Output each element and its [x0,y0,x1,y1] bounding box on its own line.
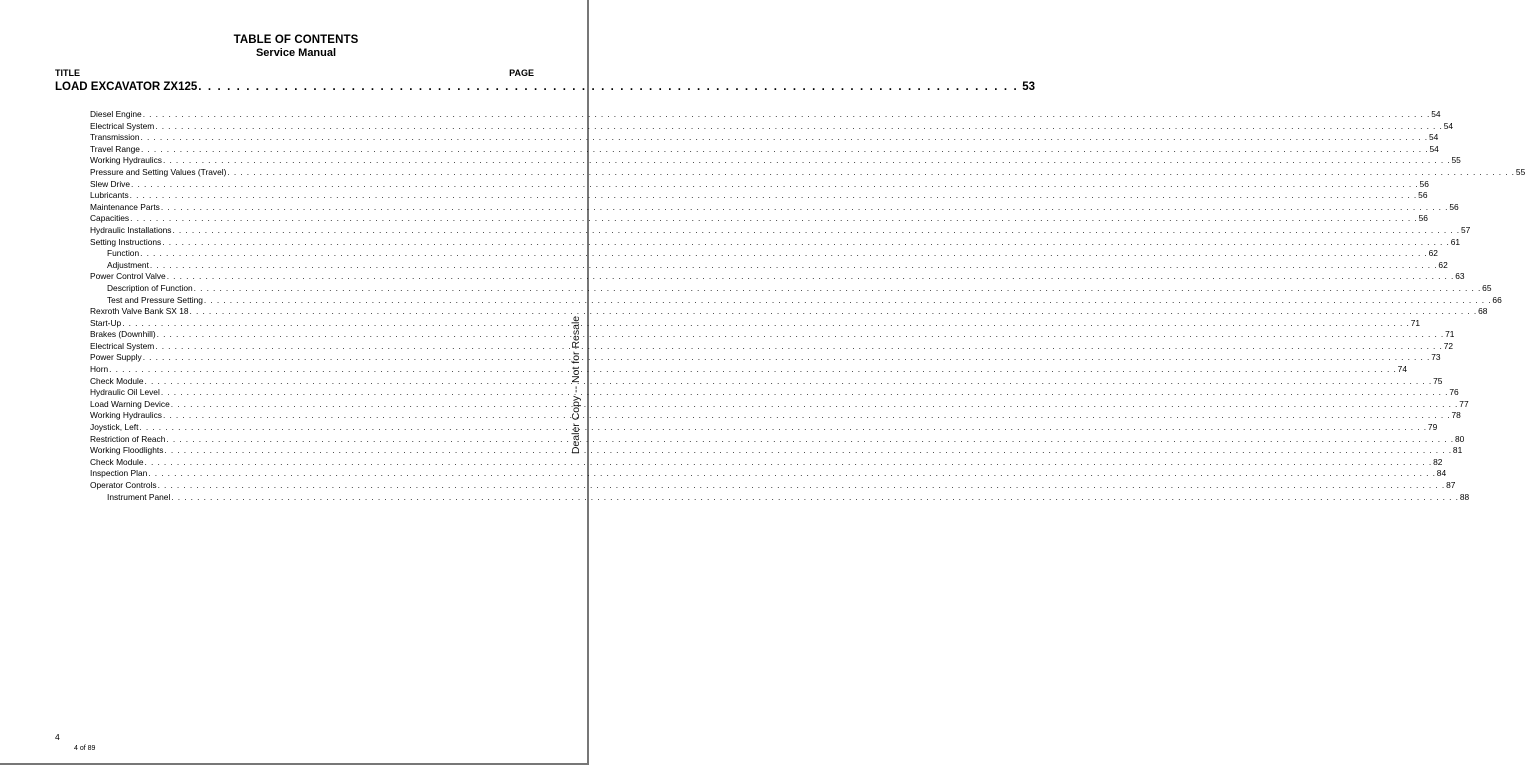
toc-leader-dots: . . . . . . . . . . . . . . . . . . . . . . . . . . . . . . . . . . . . . . . . . . . . . . . . . . . . . . . . . . . . . . . . . . . . . . . . . . . . . . . . . . . . . . . . . . . . . . . . . . . . . . . . . . . . . . . . . . . . . . . . . . . . . . . . . . . . . . . . . . . . . . . . . . . . . . . . . . . . . . . . . . . . . . . . . . . . . . . . . . . . . . . . . . . . . . . . . . . . . . . . [160,387,1449,398]
toc-entry-page: 55 [1451,155,1461,166]
toc-leader-dots: . . . . . . . . . . . . . . . . . . . . . . . . . . . . . . . . . . . . . . . . . . . . . . . . . . . . . . . . . . . . . . . . . . . . . . . . . . . . . . . . . . . . . . . . . . . . . . . . . . . . . . . . . . . . . . . . . . . . . . . . . . . . . . . . . . . . . . . . . . . . . . . . . . . . . . . . . . . . . . . . . . . . . . . . . . . . . . . . . . . . . . . . . . . . . . . . . . . . . . . . [155,120,1443,131]
toc-entry-label: Power Control Valve [90,271,166,282]
toc-entry[interactable] [90,352,1441,364]
toc-leader-dots: . . . . . . . . . . . . . . . . . . . . . . . . . . . . . . . . . . . . . . . . . . . . . . . . . . . . . . . . . . . . . . . . . . . . . . . . . . . . . . . . . . . . . . . . . . . . . . . . . . . . . . . . . . . . . . . . . . . . . . . . . . . . . . . . . . . . . . . . . . . . . . . . . . . . . . . . . . . . . . . . . . . . . . . . . . . . . . . . . . . . . . . . . . . . . . . . . . . . . . . . [163,410,1451,421]
toc-entry-label: Check Module [90,375,144,386]
toc-entry[interactable] [90,224,1471,237]
toc-entry[interactable] [90,109,1441,121]
toc-leader-dots: . . . . . . . . . . . . . . . . . . . . . . . . . . . . . . . . . . . . . . . . . . . . . . . . . . . . . . . . . . . . . . . . . . . . . . . . . . . . . . . . . . . . . . . . . . . . . . . . . . . . . . . . . . . . . . . . . . . . . . . . . . . . . . . . . . . . . . . . . . . . . . . . . . . . . . . . . . . . . . . . . . . . . . . . . . . . . . . . . . . . . . . . . . . . . . . . . . . . . . . . [144,375,1433,386]
toc-entry[interactable] [90,340,1454,353]
toc-entry-page: 54 [1431,109,1441,119]
toc-entry-page: 78 [1451,410,1461,421]
toc-leader-dots: . . . . . . . . . . . . . . . . . . . . . . . . . . . . . . . . . . . . . . . . . . . . . . . . . . . . . . . . . . . . . . . . . . . . . . . . . . . . . . . . . . . . . . . . . . . . . . . . . . . . . . . . . . . . . . . . . . . . . . . . . . . . . . . . . . . . . . . . . . . . . . . . . . . . . . . . . . . . . . . . . . . . . . . . . . . . . . . . . . . . . . . . . . . . . . . . . . . . . . . . [170,398,1459,409]
toc-entry-page: 73 [1431,352,1441,363]
toc-entry[interactable] [90,410,1461,422]
toc-leader-dots: . . . . . . . . . . . . . . . . . . . . . . . . . . . . . . . . . . . . . . . . . . . . . . . . . . . . . . . . . . . . . . . . . . . . . . . . . . . . . . . . . . . . . . . . . . . . . . . . . . . . . . . . . . . . . . . . . . . . . . . . . . . . . . . . . . . . . . . . . . . . . . . . . . . . . . . . . . . . . . . . . . . . . . . . . . . . . . . . . . . . . . . . . . . . . . . . . . . . . . . . [166,271,1455,282]
toc-entry-page: 63 [1455,271,1465,282]
toc-entry-label: Hydraulic Oil Level [90,387,160,398]
toc-entry-page: 55 [1515,166,1525,177]
toc-entry-label: Operator Controls [90,480,157,490]
section-leader-dots: . . . . . . . . . . . . . . . . . . . . . . . . . . . . . . . . . . . . . . . . . . . . . . . . . . . . . . . . . . . . . . . . . . . . . . . . . . . . . . . . . . . . . . [198,81,1019,93]
toc-leader-dots: . . . . . . . . . . . . . . . . . . . . . . . . . . . . . . . . . . . . . . . . . . . . . . . . . . . . . . . . . . . . . . . . . . . . . . . . . . . . . . . . . . . . . . . . . . . . . . . . . . . . . . . . . . . . . . . . . . . . . . . . . . . . . . . . . . . . . . . . . . . . . . . . . . . . . . . . . . . . . . . . . . . . . . . . . . . . . . . . . . . . . . . . . . . . . . . . . . . . . . . . [172,224,1460,235]
toc-entry-page: 77 [1459,398,1469,409]
toc-entry-label: Rexroth Valve Bank SX 18 [90,306,189,317]
toc-entry-page: 54 [1443,120,1454,131]
toc-entry[interactable] [90,456,1443,469]
toc-entry[interactable] [90,236,1461,249]
toc-leader-dots: . . . . . . . . . . . . . . . . . . . . . . . . . . . . . . . . . . . . . . . . . . . . . . . . . . . . . . . . . . . . . . . . . . . . . . . . . . . . . . . . . . . . . . . . . . . . . . . . . . . . . . . . . . . . . . . . . . . . . . . . . . . . . . . . . . . . . . . . . . . . . . . . . . . . . . . . . . . . . . . . . . . . . . . . . . . . . . . . . . . . . . . . . . . . . . . . . . . . . . . . [157,480,1446,490]
toc-entry-page: 54 [1429,132,1439,143]
toc-entry-label: Load Warning Device [90,398,170,409]
toc-entry[interactable] [90,294,1502,307]
toc-leader-dots: . . . . . . . . . . . . . . . . . . . . . . . . . . . . . . . . . . . . . . . . . . . . . . . . . . . . . . . . . . . . . . . . . . . . . . . . . . . . . . . . . . . . . . . . . . . . . . . . . . . . . . . . . . . . . . . . . . . . . . . . . . . . . . . . . . . . . . . . . . . . . . . . . . . . . . . . . . . . . . . . . . . . . . . . . . . . . . . . . . . . . . . . . . . . . . . . . . . . . . . . [193,282,1482,293]
toc-entry[interactable] [90,132,1439,144]
toc-entry-page: 65 [1482,282,1492,293]
toc-entry-label: Start-Up [90,317,122,328]
toc-entry-label: Restriction of Reach [90,433,166,444]
toc-entry-page: 66 [1492,294,1502,305]
document-subtitle: Service Manual [255,47,337,59]
toc-entry-label: Transmission [90,132,140,143]
section-page-number: 53 [1022,81,1036,93]
toc-entry[interactable] [90,155,1461,167]
toc-entry-page: 76 [1449,387,1459,398]
page-column-header: PAGE [509,68,534,78]
toc-entry[interactable] [90,143,1439,156]
toc-leader-dots: . . . . . . . . . . . . . . . . . . . . . . . . . . . . . . . . . . . . . . . . . . . . . . . . . . . . . . . . . . . . . . . . . . . . . . . . . . . . . . . . . . . . . . . . . . . . . . . . . . . . . . . . . . . . . . . . . . . . . . . . . . . . . . . . . . . . . . . . . . . . . . . . . . . . . . . . . . . . . . . . . . . . . . . . . . . . . . . . . . . . . . . . . . . . . . . . . . . . . . . . [166,433,1454,444]
toc-entry-page: 74 [1397,364,1407,375]
toc-entry-label: Brakes (Downhill) [90,329,156,340]
toc-leader-dots: . . . . . . . . . . . . . . . . . . . . . . . . . . . . . . . . . . . . . . . . . . . . . . . . . . . . . . . . . . . . . . . . . . . . . . . . . . . . . . . . . . . . . . . . . . . . . . . . . . . . . . . . . . . . . . . . . . . . . . . . . . . . . . . . . . . . . . . . . . . . . . . . . . . . . . . . . . . . . . . . . . . . . . . . . . . . . . . . . . . . . . . . . . . . . . . . . . . . . . . . [140,132,1429,143]
toc-entry-page: 56 [1418,190,1428,201]
toc-entry[interactable] [90,201,1459,214]
toc-entry-page: 56 [1418,213,1428,224]
toc-entry-page: 79 [1427,422,1438,433]
toc-leader-dots: . . . . . . . . . . . . . . . . . . . . . . . . . . . . . . . . . . . . . . . . . . . . . . . . . . . . . . . . . . . . . . . . . . . . . . . . . . . . . . . . . . . . . . . . . . . . . . . . . . . . . . . . . . . . . . . . . . . . . . . . . . . . . . . . . . . . . . . . . . . . . . . . . . . . . . . . . . . . . . . . . . . . . . . . . . . . . . . . . . . . . . . . . . . . . . . . . . . . . . . . [130,213,1418,224]
toc-entry[interactable] [90,445,1463,457]
toc-entry-page: 62 [1438,259,1448,270]
toc-entry[interactable] [90,480,1456,492]
toc-entry[interactable] [90,213,1428,225]
toc-leader-dots: . . . . . . . . . . . . . . . . . . . . . . . . . . . . . . . . . . . . . . . . . . . . . . . . . . . . . . . . . . . . . . . . . . . . . . . . . . . . . . . . . . . . . . . . . . . . . . . . . . . . . . . . . . . . . . . . . . . . . . . . . . . . . . . . . . . . . . . . . . . . . . . . . . . . . . . . . . . . . . . . . . . . . . . . . . . . . . . . . . . . . . . . . . . . . . . . . . . . . . . . [156,329,1445,340]
toc-entry-label: Pressure and Setting Values (Travel) [90,166,227,177]
toc-entry-label: Working Floodlights [90,445,164,456]
toc-entry-page: 88 [1459,491,1470,502]
toc-entry-page: 68 [1478,306,1488,317]
toc-entry[interactable] [90,190,1428,202]
toc-entry[interactable] [90,248,1438,260]
toc-leader-dots: . . . . . . . . . . . . . . . . . . . . . . . . . . . . . . . . . . . . . . . . . . . . . . . . . . . . . . . . . . . . . . . . . . . . . . . . . . . . . . . . . . . . . . . . . . . . . . . . . . . . . . . . . . . . . . . . . . . . . . . . . . . . . . . . . . . . . . . . . . . . . . . . . . . . . . . . . . . . . . . . . . . . . . . . . . . . . . . . . . . . . . . . . . . . . . . . . . . . . . . . [227,166,1515,177]
toc-entry-page: 61 [1450,236,1461,247]
toc-entry-label: Adjustment [107,259,149,270]
toc-leader-dots: . . . . . . . . . . . . . . . . . . . . . . . . . . . . . . . . . . . . . . . . . . . . . . . . . . . . . . . . . . . . . . . . . . . . . . . . . . . . . . . . . . . . . . . . . . . . . . . . . . . . . . . . . . . . . . . . . . . . . . . . . . . . . . . . . . . . . . . . . . . . . . . . . . . . . . . . . . . . . . . . . . . . . . . . . . . . . . . . . . . . . . . . . . . . . . . . . . . . . . . . [155,340,1443,351]
toc-entry-label: Setting Instructions [90,236,162,247]
toc-entry-label: Lubricants [90,190,129,201]
toc-leader-dots: . . . . . . . . . . . . . . . . . . . . . . . . . . . . . . . . . . . . . . . . . . . . . . . . . . . . . . . . . . . . . . . . . . . . . . . . . . . . . . . . . . . . . . . . . . . . . . . . . . . . . . . . . . . . . . . . . . . . . . . . . . . . . . . . . . . . . . . . . . . . . . . . . . . . . . . . . . . . . . . . . . . . . . . . . . . . . . . . . . . . . . . . . . . . . . . . . . . . . . . . [144,456,1433,467]
toc-leader-dots: . . . . . . . . . . . . . . . . . . . . . . . . . . . . . . . . . . . . . . . . . . . . . . . . . . . . . . . . . . . . . . . . . . . . . . . . . . . . . . . . . . . . . . . . . . . . . . . . . . . . . . . . . . . . . . . . . . . . . . . . . . . . . . . . . . . . . . . . . . . . . . . . . . . . . . . . . . . . . . . . . . . . . . . . . . . . . . . . . . . . . . . . . . . . . . . . . . . . . . . . [160,201,1449,212]
toc-entry[interactable] [90,398,1469,411]
toc-entry[interactable] [90,317,1421,330]
toc-entry-page: 72 [1443,340,1454,351]
toc-entry-label: Slew Drive [90,178,131,189]
toc-entry-label: Joystick, Left [90,422,139,433]
toc-entry-label: Electrical System [90,340,155,351]
title-column-header: TITLE [55,68,80,78]
toc-entry-label: Test and Pressure Setting [107,294,203,305]
toc-leader-dots: . . . . . . . . . . . . . . . . . . . . . . . . . . . . . . . . . . . . . . . . . . . . . . . . . . . . . . . . . . . . . . . . . . . . . . . . . . . . . . . . . . . . . . . . . . . . . . . . . . . . . . . . . . . . . . . . . . . . . . . . . . . . . . . . . . . . . . . . . . . . . . . . . . . . . . . . . . . . . . . . . . . . . . . . . . . . . . . . . . . . . . . . . . . . . . . . . . . . . . . . [203,294,1492,305]
document-title: TABLE OF CONTENTS [233,34,359,46]
toc-entry[interactable] [90,120,1454,133]
toc-entry-page: 57 [1460,224,1471,235]
toc-entry-page: 81 [1452,445,1463,456]
section-heading-row[interactable] [55,81,1036,93]
toc-entry[interactable] [90,364,1407,376]
toc-leader-dots: . . . . . . . . . . . . . . . . . . . . . . . . . . . . . . . . . . . . . . . . . . . . . . . . . . . . . . . . . . . . . . . . . . . . . . . . . . . . . . . . . . . . . . . . . . . . . . . . . . . . . . . . . . . . . . . . . . . . . . . . . . . . . . . . . . . . . . . . . . . . . . . . . . . . . . . . . . . . . . . . . . . . . . . . . . . . . . . . . . . . . . . . . . . . . . . . . . . . . . . . [109,364,1397,375]
toc-entry-page: 71 [1445,329,1455,340]
toc-entry-page: 82 [1433,456,1443,467]
toc-entry-label: Power Supply [90,352,142,363]
toc-entry[interactable] [90,259,1448,272]
toc-entry[interactable] [90,491,1470,504]
toc-entry-label: Horn [90,364,109,375]
toc-entry-label: Description of Function [107,282,193,293]
toc-leader-dots: . . . . . . . . . . . . . . . . . . . . . . . . . . . . . . . . . . . . . . . . . . . . . . . . . . . . . . . . . . . . . . . . . . . . . . . . . . . . . . . . . . . . . . . . . . . . . . . . . . . . . . . . . . . . . . . . . . . . . . . . . . . . . . . . . . . . . . . . . . . . . . . . . . . . . . . . . . . . . . . . . . . . . . . . . . . . . . . . . . . . . . . . . . . . . . . . . . . . . . . . [149,259,1438,270]
toc-entry-page: 54 [1429,143,1439,154]
toc-leader-dots: . . . . . . . . . . . . . . . . . . . . . . . . . . . . . . . . . . . . . . . . . . . . . . . . . . . . . . . . . . . . . . . . . . . . . . . . . . . . . . . . . . . . . . . . . . . . . . . . . . . . . . . . . . . . . . . . . . . . . . . . . . . . . . . . . . . . . . . . . . . . . . . . . . . . . . . . . . . . . . . . . . . . . . . . . . . . . . . . . . . . . . . . . . . . . . . . . . . . . . . . [142,352,1431,363]
section-title: LOAD EXCAVATOR ZX125 [55,81,198,93]
toc-entry[interactable] [90,166,1525,179]
toc-entry-label: Travel Range [90,143,140,154]
toc-entry[interactable] [90,306,1488,318]
toc-entry-label: Hydraulic Installations [90,224,172,235]
toc-leader-dots: . . . . . . . . . . . . . . . . . . . . . . . . . . . . . . . . . . . . . . . . . . . . . . . . . . . . . . . . . . . . . . . . . . . . . . . . . . . . . . . . . . . . . . . . . . . . . . . . . . . . . . . . . . . . . . . . . . . . . . . . . . . . . . . . . . . . . . . . . . . . . . . . . . . . . . . . . . . . . . . . . . . . . . . . . . . . . . . . . . . . . . . . . . . . . . . . . . . . . . . . [171,491,1459,502]
toc-entry[interactable] [90,433,1465,446]
toc-leader-dots: . . . . . . . . . . . . . . . . . . . . . . . . . . . . . . . . . . . . . . . . . . . . . . . . . . . . . . . . . . . . . . . . . . . . . . . . . . . . . . . . . . . . . . . . . . . . . . . . . . . . . . . . . . . . . . . . . . . . . . . . . . . . . . . . . . . . . . . . . . . . . . . . . . . . . . . . . . . . . . . . . . . . . . . . . . . . . . . . . . . . . . . . . . . . . . . . . . . . . . . . [122,317,1410,328]
toc-leader-dots: . . . . . . . . . . . . . . . . . . . . . . . . . . . . . . . . . . . . . . . . . . . . . . . . . . . . . . . . . . . . . . . . . . . . . . . . . . . . . . . . . . . . . . . . . . . . . . . . . . . . . . . . . . . . . . . . . . . . . . . . . . . . . . . . . . . . . . . . . . . . . . . . . . . . . . . . . . . . . . . . . . . . . . . . . . . . . . . . . . . . . . . . . . . . . . . . . . . . . . . . [140,248,1428,259]
toc-entry-label: Electrical System [90,120,155,131]
footer-page-count: 4 of 89 [74,745,96,752]
toc-entry-page: 84 [1436,468,1447,479]
toc-entry[interactable] [90,178,1429,191]
toc-entry-label: Maintenance Parts [90,201,160,212]
toc-leader-dots: . . . . . . . . . . . . . . . . . . . . . . . . . . . . . . . . . . . . . . . . . . . . . . . . . . . . . . . . . . . . . . . . . . . . . . . . . . . . . . . . . . . . . . . . . . . . . . . . . . . . . . . . . . . . . . . . . . . . . . . . . . . . . . . . . . . . . . . . . . . . . . . . . . . . . . . . . . . . . . . . . . . . . . . . . . . . . . . . . . . . . . . . . . . . . . . . . . . . . . . . [139,422,1427,433]
toc-entry[interactable] [90,387,1459,399]
toc-entry-label: Working Hydraulics [90,410,162,421]
toc-leader-dots: . . . . . . . . . . . . . . . . . . . . . . . . . . . . . . . . . . . . . . . . . . . . . . . . . . . . . . . . . . . . . . . . . . . . . . . . . . . . . . . . . . . . . . . . . . . . . . . . . . . . . . . . . . . . . . . . . . . . . . . . . . . . . . . . . . . . . . . . . . . . . . . . . . . . . . . . . . . . . . . . . . . . . . . . . . . . . . . . . . . . . . . . . . . . . . . . . . . . . . . . [164,445,1452,456]
toc-entry-label: Diesel Engine [90,109,142,119]
toc-entry-page: 56 [1449,201,1459,212]
toc-leader-dots: . . . . . . . . . . . . . . . . . . . . . . . . . . . . . . . . . . . . . . . . . . . . . . . . . . . . . . . . . . . . . . . . . . . . . . . . . . . . . . . . . . . . . . . . . . . . . . . . . . . . . . . . . . . . . . . . . . . . . . . . . . . . . . . . . . . . . . . . . . . . . . . . . . . . . . . . . . . . . . . . . . . . . . . . . . . . . . . . . . . . . . . . . . . . . . . . . . . . . . . . [148,468,1436,479]
footer-page-number: 4 [55,732,60,742]
toc-entry-label: Inspection Plan [90,468,148,479]
toc-entry-page: 80 [1454,433,1465,444]
dealer-copy-stamp: Dealer Copy -- Not for Resale [570,315,582,455]
toc-entry[interactable] [90,468,1447,480]
toc-entry-page: 56 [1419,178,1429,189]
toc-entry-page: 75 [1433,375,1443,386]
toc-leader-dots: . . . . . . . . . . . . . . . . . . . . . . . . . . . . . . . . . . . . . . . . . . . . . . . . . . . . . . . . . . . . . . . . . . . . . . . . . . . . . . . . . . . . . . . . . . . . . . . . . . . . . . . . . . . . . . . . . . . . . . . . . . . . . . . . . . . . . . . . . . . . . . . . . . . . . . . . . . . . . . . . . . . . . . . . . . . . . . . . . . . . . . . . . . . . . . . . . . . . . . . . [163,155,1451,166]
toc-leader-dots: . . . . . . . . . . . . . . . . . . . . . . . . . . . . . . . . . . . . . . . . . . . . . . . . . . . . . . . . . . . . . . . . . . . . . . . . . . . . . . . . . . . . . . . . . . . . . . . . . . . . . . . . . . . . . . . . . . . . . . . . . . . . . . . . . . . . . . . . . . . . . . . . . . . . . . . . . . . . . . . . . . . . . . . . . . . . . . . . . . . . . . . . . . . . . . . . . . . . . . . . [162,236,1450,247]
toc-leader-dots: . . . . . . . . . . . . . . . . . . . . . . . . . . . . . . . . . . . . . . . . . . . . . . . . . . . . . . . . . . . . . . . . . . . . . . . . . . . . . . . . . . . . . . . . . . . . . . . . . . . . . . . . . . . . . . . . . . . . . . . . . . . . . . . . . . . . . . . . . . . . . . . . . . . . . . . . . . . . . . . . . . . . . . . . . . . . . . . . . . . . . . . . . . . . . . . . . . . . . . . . [142,109,1431,119]
toc-leader-dots: . . . . . . . . . . . . . . . . . . . . . . . . . . . . . . . . . . . . . . . . . . . . . . . . . . . . . . . . . . . . . . . . . . . . . . . . . . . . . . . . . . . . . . . . . . . . . . . . . . . . . . . . . . . . . . . . . . . . . . . . . . . . . . . . . . . . . . . . . . . . . . . . . . . . . . . . . . . . . . . . . . . . . . . . . . . . . . . . . . . . . . . . . . . . . . . . . . . . . . . . [140,143,1429,154]
toc-leader-dots: . . . . . . . . . . . . . . . . . . . . . . . . . . . . . . . . . . . . . . . . . . . . . . . . . . . . . . . . . . . . . . . . . . . . . . . . . . . . . . . . . . . . . . . . . . . . . . . . . . . . . . . . . . . . . . . . . . . . . . . . . . . . . . . . . . . . . . . . . . . . . . . . . . . . . . . . . . . . . . . . . . . . . . . . . . . . . . . . . . . . . . . . . . . . . . . . . . . . . . . . [129,190,1418,201]
toc-entry-label: Check Module [90,456,144,467]
toc-entry-label: Function [107,248,140,259]
toc-entry-page: 87 [1446,480,1456,490]
toc-entry[interactable] [90,422,1438,434]
toc-entry[interactable] [90,375,1443,388]
toc-leader-dots: . . . . . . . . . . . . . . . . . . . . . . . . . . . . . . . . . . . . . . . . . . . . . . . . . . . . . . . . . . . . . . . . . . . . . . . . . . . . . . . . . . . . . . . . . . . . . . . . . . . . . . . . . . . . . . . . . . . . . . . . . . . . . . . . . . . . . . . . . . . . . . . . . . . . . . . . . . . . . . . . . . . . . . . . . . . . . . . . . . . . . . . . . . . . . . . . . . . . . . . . [131,178,1419,189]
toc-leader-dots: . . . . . . . . . . . . . . . . . . . . . . . . . . . . . . . . . . . . . . . . . . . . . . . . . . . . . . . . . . . . . . . . . . . . . . . . . . . . . . . . . . . . . . . . . . . . . . . . . . . . . . . . . . . . . . . . . . . . . . . . . . . . . . . . . . . . . . . . . . . . . . . . . . . . . . . . . . . . . . . . . . . . . . . . . . . . . . . . . . . . . . . . . . . . . . . . . . . . . . . . [189,306,1478,317]
toc-entry[interactable] [90,282,1492,295]
toc-entry-label: Capacities [90,213,130,224]
toc-entry-label: Working Hydraulics [90,155,162,166]
toc-entry[interactable] [90,329,1455,341]
toc-entry[interactable] [90,271,1465,283]
toc-entry-label: Instrument Panel [107,491,171,502]
toc-entry-page: 71 [1410,317,1421,328]
toc-entry-page: 62 [1428,248,1438,259]
